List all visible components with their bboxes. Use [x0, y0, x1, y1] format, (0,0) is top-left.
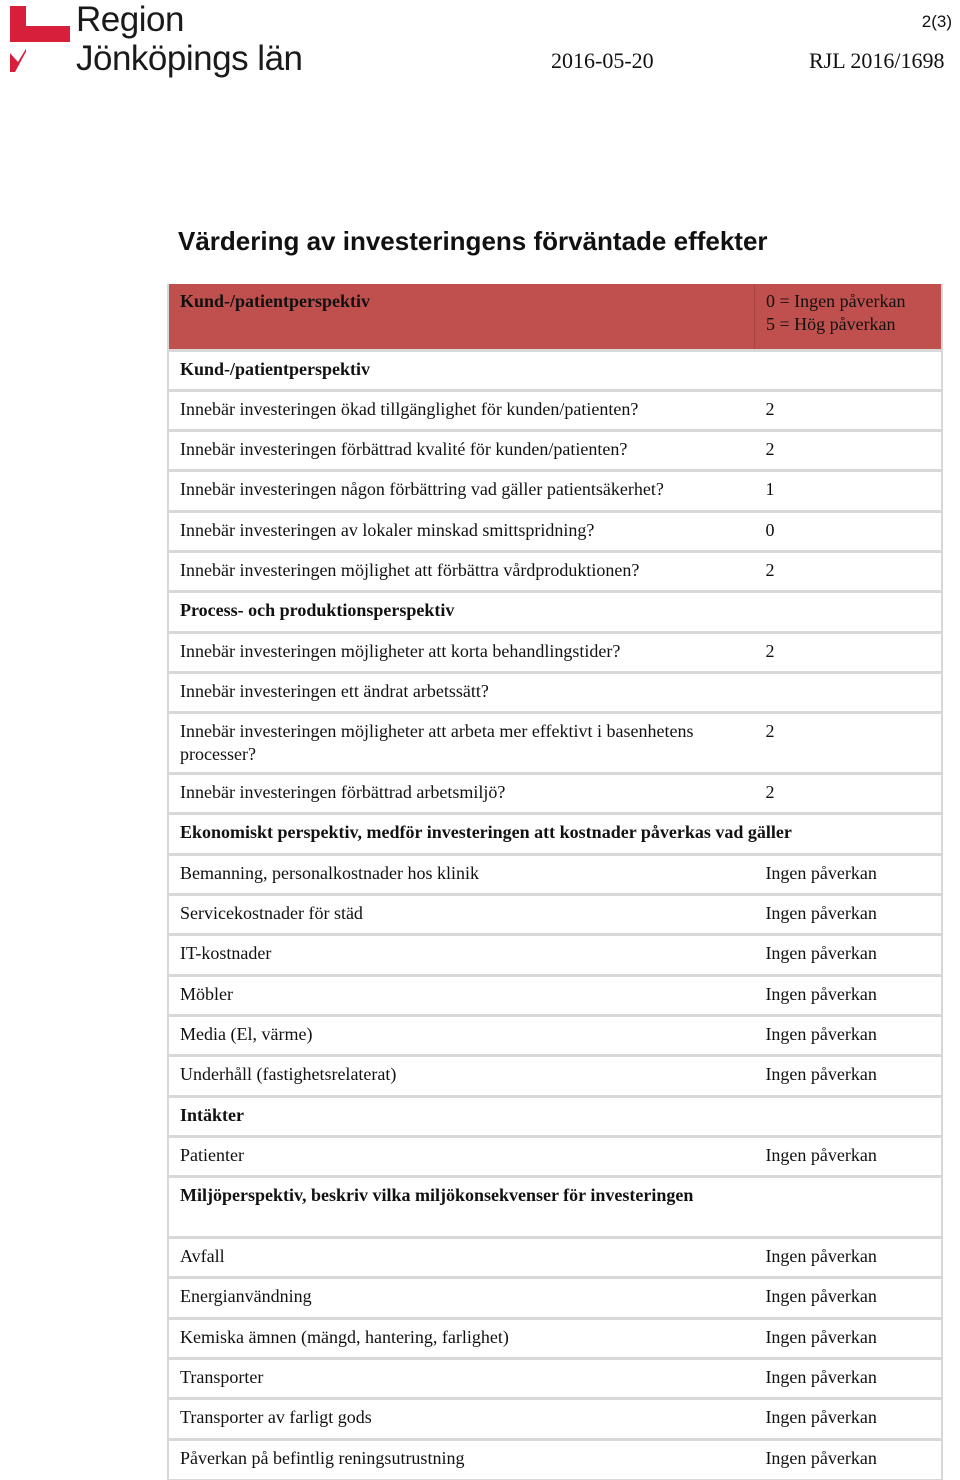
region-cross-icon	[0, 2, 72, 78]
question-text: Media (El, värme)	[168, 1015, 754, 1055]
question-text: Innebär investeringen förbättrad kvalité för kunden/patienten?	[168, 431, 754, 471]
table-row	[168, 1359, 942, 1399]
table-row	[168, 1238, 942, 1278]
table-row	[168, 713, 942, 774]
table-header-row	[168, 284, 942, 350]
rating-value: Ingen påverkan	[754, 1015, 942, 1055]
table-row	[168, 511, 942, 551]
table-row	[168, 592, 942, 632]
table-row	[168, 895, 942, 935]
table-row	[168, 1136, 942, 1176]
rating-value	[754, 1177, 942, 1238]
table-row	[168, 1318, 942, 1358]
question-text: Innebär investeringen av lokaler minskad smittspridning?	[168, 511, 754, 551]
question-text: Transporter	[168, 1359, 754, 1399]
rating-value: Ingen påverkan	[754, 935, 942, 975]
rating-value: Ingen påverkan	[754, 1136, 942, 1176]
section-heading: Intäkter	[168, 1096, 942, 1136]
evaluation-table	[167, 284, 943, 1480]
section-heading: Kund-/patientperspektiv	[168, 350, 942, 390]
rating-value: 2	[754, 713, 942, 774]
question-text: Bemanning, personalkostnader hos klinik	[168, 854, 754, 894]
table-row	[168, 672, 942, 712]
rating-value	[754, 672, 942, 712]
rating-value: Ingen påverkan	[754, 1439, 942, 1479]
scale-min: 0 = Ingen påverkan	[765, 291, 906, 311]
page-title: Värdering av investeringens förväntade effekter	[178, 226, 768, 256]
region-logo	[0, 0, 320, 82]
question-text: Innebär investeringen ökad tillgänglighet för kunden/patienten?	[168, 390, 754, 430]
logo-line-1: Region	[76, 0, 184, 39]
page-number: 2(3)	[921, 12, 952, 31]
table-row	[168, 1056, 942, 1096]
question-text: Energianvändning	[168, 1278, 754, 1318]
rating-value: 2	[754, 632, 942, 672]
rating-value: Ingen påverkan	[754, 1278, 942, 1318]
table-row	[168, 1439, 942, 1479]
table-row	[168, 814, 942, 854]
rating-value: Ingen påverkan	[754, 975, 942, 1015]
table-row	[168, 1177, 942, 1238]
table-row	[168, 1399, 942, 1439]
rating-value: 1	[754, 471, 942, 511]
rating-value: 0	[754, 511, 942, 551]
question-text: IT-kostnader	[168, 935, 754, 975]
question-text: Innebär investeringen möjligheter att arbeta mer effektivt i basenhetens processer?	[168, 713, 754, 774]
question-text: Transporter av farligt gods	[168, 1399, 754, 1439]
rating-value: Ingen påverkan	[754, 1056, 942, 1096]
question-text: Innebär investeringen möjlighet att förbättra vårdproduktionen?	[168, 551, 754, 591]
header-label: Kund-/patientperspektiv	[168, 284, 754, 350]
rating-value: Ingen påverkan	[754, 1238, 942, 1278]
question-text: Patienter	[168, 1136, 754, 1176]
question-text: Innebär investeringen någon förbättring vad gäller patientsäkerhet?	[168, 471, 754, 511]
table-row	[168, 935, 942, 975]
table-row	[168, 632, 942, 672]
document-date: 2016-05-20	[551, 48, 654, 73]
question-text: Underhåll (fastighetsrelaterat)	[168, 1056, 754, 1096]
table-row	[168, 390, 942, 430]
section-heading: Process- och produktionsperspektiv	[168, 592, 942, 632]
table-row	[168, 854, 942, 894]
table-row	[168, 431, 942, 471]
question-text: Kemiska ämnen (mängd, hantering, farlighet)	[168, 1318, 754, 1358]
table-row	[168, 551, 942, 591]
question-text: Innebär investeringen möjligheter att korta behandlingstider?	[168, 632, 754, 672]
table-row	[168, 350, 942, 390]
question-text: Servicekostnader för städ	[168, 895, 754, 935]
question-text: Avfall	[168, 1238, 754, 1278]
table-row	[168, 1015, 942, 1055]
table-row	[168, 471, 942, 511]
scale-max: 5 = Hög påverkan	[765, 314, 896, 334]
rating-value: Ingen påverkan	[754, 1399, 942, 1439]
table-row	[168, 1096, 942, 1136]
table-row	[168, 774, 942, 814]
question-text: Innebär investeringen ett ändrat arbetssätt?	[168, 672, 754, 712]
table-row	[168, 975, 942, 1015]
rating-value: Ingen påverkan	[754, 895, 942, 935]
header-scale	[754, 284, 942, 350]
question-text: Innebär investeringen förbättrad arbetsmiljö?	[168, 774, 754, 814]
logo-line-2: Jönköpings län	[76, 39, 303, 78]
rating-value: Ingen påverkan	[754, 1318, 942, 1358]
table-row	[168, 1278, 942, 1318]
section-heading: Miljöperspektiv, beskriv vilka miljökonsekvenser för investeringen	[168, 1177, 754, 1238]
rating-value: 2	[754, 551, 942, 591]
section-heading: Ekonomiskt perspektiv, medför investeringen att kostnader påverkas vad gäller	[168, 814, 942, 854]
rating-value: 2	[754, 390, 942, 430]
rating-value: Ingen påverkan	[754, 1359, 942, 1399]
question-text: Påverkan på befintlig reningsutrustning	[168, 1439, 754, 1479]
rating-value: 2	[754, 431, 942, 471]
rating-value: 2	[754, 774, 942, 814]
rating-value: Ingen påverkan	[754, 854, 942, 894]
document-reference: RJL 2016/1698	[809, 48, 945, 73]
question-text: Möbler	[168, 975, 754, 1015]
